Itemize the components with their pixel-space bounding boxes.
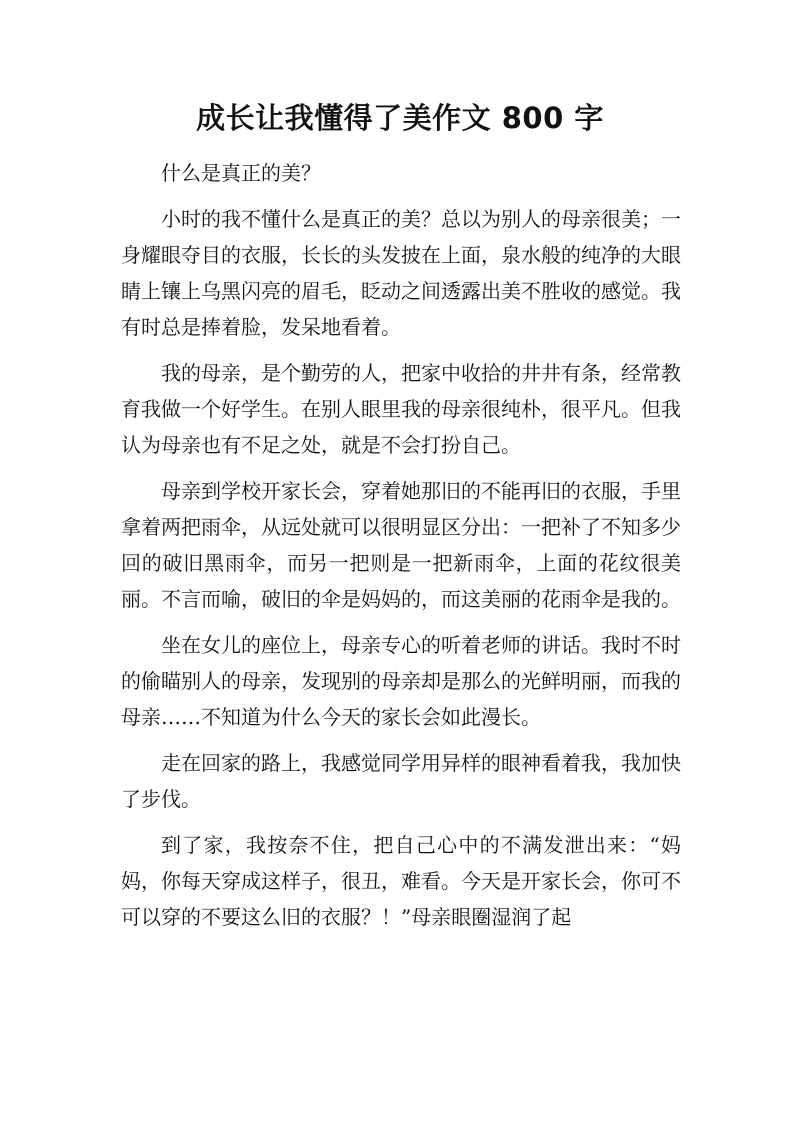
paragraph-parent-meeting: 母亲到学校开家长会，穿着她那旧的不能再旧的衣服，手里拿着两把雨伞，从远处就可以很明显区分出：一把补了不知多少回的破旧黑雨伞，而另一把则是一把新雨伞，上面的花纹很美丽。不言而喻，破旧的伞是妈妈的，而这美丽的花雨伞是我的。 [121, 479, 681, 611]
paragraph-way-home: 走在回家的路上，我感觉同学用异样的眼神看着我，我加快了步伐。 [121, 751, 681, 811]
paragraph-question: 什么是真正的美？ [161, 161, 321, 185]
document-title: 成长让我懂得了美作文 800 字 [196, 101, 604, 135]
paragraph-at-home: 到了家，我按奈不住，把自己心中的不满发泄出来：“妈妈，你每天穿成这样子，很丑，难看。今天是开家长会，你可不可以穿的不要这么旧的衣服？！”母亲眼圈湿润了起 [121, 833, 681, 929]
paragraph-childhood: 小时的我不懂什么是真正的美？总以为别人的母亲很美；一身耀眼夺目的衣服，长长的头发披在上面，泉水般的纯净的大眼睛上镶上乌黑闪亮的眉毛，眨动之间透露出美不胜收的感觉。我有时总是捧着脸，发呆地看着。 [121, 207, 681, 339]
paragraph-in-class: 坐在女儿的座位上，母亲专心的听着老师的讲话。我时不时的偷瞄别人的母亲，发现别的母亲却是那么的光鲜明丽，而我的母亲……不知道为什么今天的家长会如此漫长。 [121, 633, 681, 729]
document-body [121, 155, 681, 945]
paragraph-my-mother: 我的母亲，是个勤劳的人，把家中收拾的井井有条，经常教育我做一个好学生。在别人眼里我的母亲很纯朴，很平凡。但我认为母亲也有不足之处，就是不会打扮自己。 [121, 361, 681, 457]
